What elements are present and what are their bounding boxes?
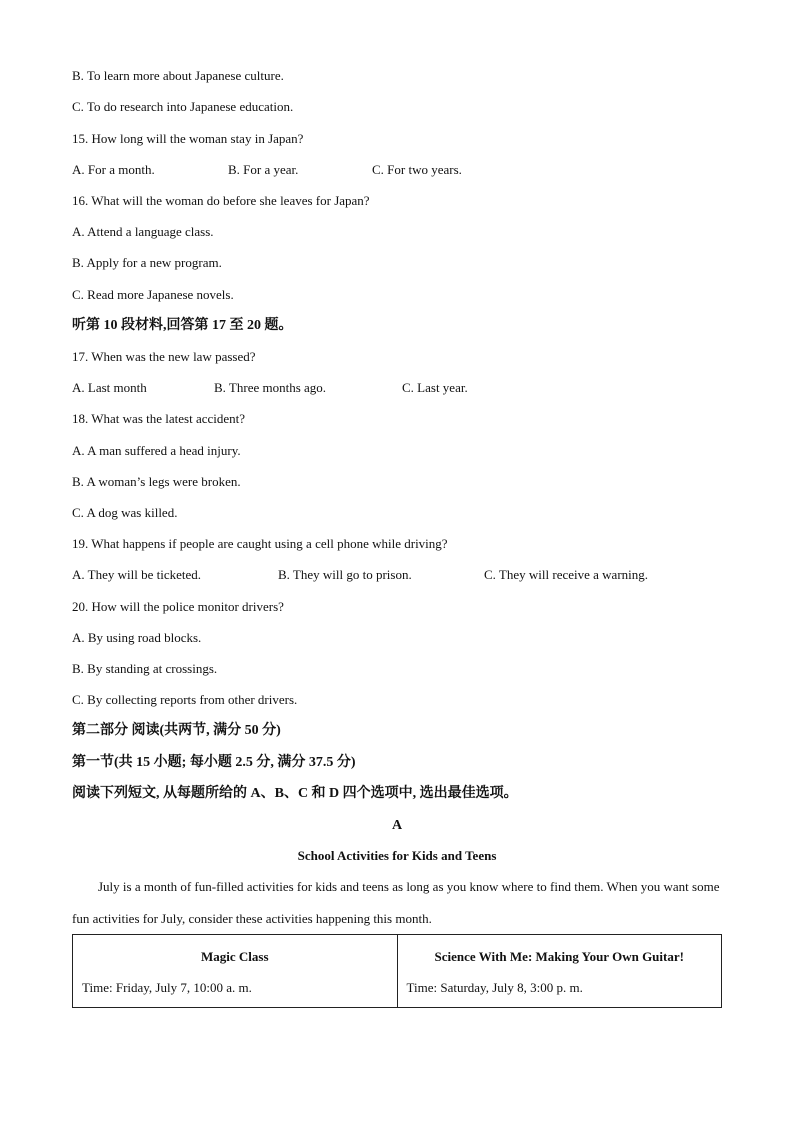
q15-option-c: C. For two years. xyxy=(372,162,462,177)
q18-question: 18. What was the latest accident? xyxy=(72,411,246,426)
q17-option-c: C. Last year. xyxy=(402,380,468,395)
q19-option-b: B. They will go to prison. xyxy=(278,567,412,582)
q15-question: 15. How long will the woman stay in Japan? xyxy=(72,131,304,146)
passage-intro: July is a month of fun-filled activities for kids and teens as long as you know where to find them. When you want some fun activities for July, consider these activities happening this month. xyxy=(72,879,720,926)
q19-option-a: A. They will be ticketed. xyxy=(72,567,202,582)
q20-option-b: B. By standing at crossings. xyxy=(72,661,218,676)
q20-option-c: C. By collecting reports from other drivers. xyxy=(72,692,298,707)
activity-time: Time: Friday, July 7, 10:00 a. m. xyxy=(82,980,252,995)
q15-option-b: B. For a year. xyxy=(228,162,299,177)
passage-letter: A xyxy=(391,818,403,833)
q16-option-c: C. Read more Japanese novels. xyxy=(72,287,234,302)
q18-option-a: A. A man suffered a head injury. xyxy=(72,443,241,458)
passage-title: School Activities for Kids and Teens xyxy=(297,848,497,863)
q16-question: 16. What will the woman do before she leaves for Japan? xyxy=(72,193,370,208)
q18-option-c: C. A dog was killed. xyxy=(72,505,178,520)
q18-option-b: B. A woman’s legs were broken. xyxy=(72,474,241,489)
q15-option-a: A. For a month. xyxy=(72,162,155,177)
activity-time: Time: Saturday, July 8, 3:00 p. m. xyxy=(406,980,583,995)
activities-table xyxy=(72,934,722,1008)
q16-option-a: A. Attend a language class. xyxy=(72,224,214,239)
q14-option-b: B. To learn more about Japanese culture. xyxy=(72,68,284,83)
q16-option-b: B. Apply for a new program. xyxy=(72,255,222,270)
q14-option-c: C. To do research into Japanese education. xyxy=(72,99,294,114)
activity-title: Magic Class xyxy=(200,949,269,964)
section-10-heading: 听第 10 段材料,回答第 17 至 20 题。 xyxy=(72,318,293,333)
table-row xyxy=(73,935,722,1008)
q20-option-a: A. By using road blocks. xyxy=(72,630,202,645)
activity-cell xyxy=(397,935,722,1008)
q19-question: 19. What happens if people are caught using a cell phone while driving? xyxy=(72,536,448,551)
q17-option-a: A. Last month xyxy=(72,380,147,395)
q20-question: 20. How will the police monitor drivers? xyxy=(72,599,284,614)
q17-option-b: B. Three months ago. xyxy=(214,380,327,395)
reading-instruction: 阅读下列短文, 从每题所给的 A、B、C 和 D 四个选项中, 选出最佳选项。 xyxy=(72,786,518,801)
activity-cell xyxy=(73,935,398,1008)
activity-title: Science With Me: Making Your Own Guitar! xyxy=(434,949,684,964)
q17-question: 17. When was the new law passed? xyxy=(72,349,256,364)
section-1-heading: 第一节(共 15 小题; 每小题 2.5 分, 满分 37.5 分) xyxy=(72,755,356,770)
part-2-heading: 第二部分 阅读(共两节, 满分 50 分) xyxy=(72,723,281,738)
q19-option-c: C. They will receive a warning. xyxy=(484,567,649,582)
